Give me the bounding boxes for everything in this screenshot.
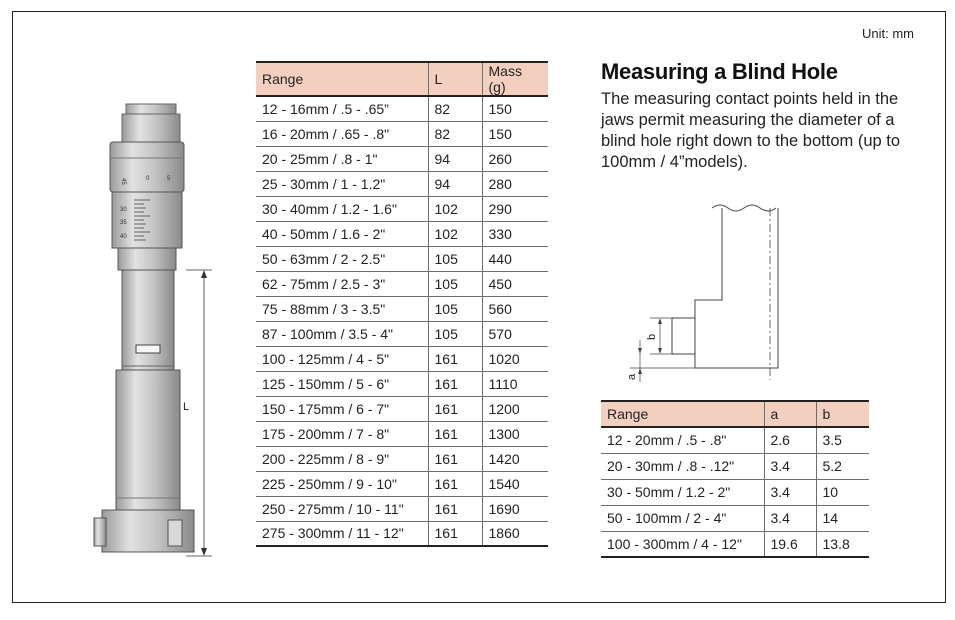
cell-mass: 280 xyxy=(482,171,548,196)
cell-range: 100 - 300mm / 4 - 12" xyxy=(607,535,742,552)
ratchet-body xyxy=(122,114,180,142)
wall-outline xyxy=(695,208,778,368)
cell-mass: 1690 xyxy=(482,496,548,521)
cell-b: 3.5 xyxy=(816,427,869,453)
dimension-label-b: b xyxy=(646,333,658,340)
cell-range: 250 - 275mm / 10 - 11" xyxy=(262,500,404,517)
table-row xyxy=(601,479,869,505)
cell-mass: 290 xyxy=(482,196,548,221)
cell-mass: 1020 xyxy=(482,346,548,371)
cell-range: 12 - 16mm / .5 - .65” xyxy=(262,100,389,117)
cell-range: 20 - 25mm / .8 - 1" xyxy=(262,150,378,167)
cell-l: 82 xyxy=(428,121,482,146)
table-header-row xyxy=(601,401,869,427)
table-row xyxy=(256,296,548,321)
blind-hole-diagram xyxy=(620,200,790,385)
cell-a: 3.4 xyxy=(764,453,816,479)
header-a: a xyxy=(764,401,816,427)
sleeve-scale-30: 30 xyxy=(120,207,127,213)
cell-l: 161 xyxy=(428,521,482,546)
cell-l: 161 xyxy=(428,446,482,471)
contact-point xyxy=(672,318,695,354)
section-description: The measuring contact points held in the jaws permit measuring the diameter of a blind hole right down to the bottom (up to 100mm / 4”models). xyxy=(601,90,901,171)
cell-a: 19.6 xyxy=(764,531,816,557)
cell-range: 87 - 100mm / 3.5 - 4" xyxy=(262,325,394,342)
table-row xyxy=(256,96,548,121)
dimension-label-L: L xyxy=(183,401,190,413)
cell-l: 161 xyxy=(428,346,482,371)
head-anvil-left xyxy=(94,518,106,546)
cell-range: 25 - 30mm / 1 - 1.2" xyxy=(262,175,386,192)
table-row xyxy=(256,421,548,446)
table-header-row xyxy=(256,62,548,96)
cell-l: 161 xyxy=(428,471,482,496)
cell-l: 102 xyxy=(428,196,482,221)
cell-range: 16 - 20mm / .65 - .8" xyxy=(262,125,390,142)
cell-mass: 1420 xyxy=(482,446,548,471)
cell-mass: 330 xyxy=(482,221,548,246)
cell-l: 105 xyxy=(428,296,482,321)
cell-b: 5.2 xyxy=(816,453,869,479)
cell-mass: 570 xyxy=(482,321,548,346)
cell-b: 13.8 xyxy=(816,531,869,557)
table-row xyxy=(601,531,869,557)
cell-l: 105 xyxy=(428,246,482,271)
cell-l: 161 xyxy=(428,396,482,421)
cell-mass: 1540 xyxy=(482,471,548,496)
lower-body xyxy=(116,370,180,510)
table-row xyxy=(256,396,548,421)
cell-mass: 150 xyxy=(482,121,548,146)
cell-range: 50 - 100mm / 2 - 4" xyxy=(607,510,727,526)
cell-l: 161 xyxy=(428,496,482,521)
cell-range: 75 - 88mm / 3 - 3.5" xyxy=(262,300,386,317)
cell-range: 40 - 50mm / 1.6 - 2" xyxy=(262,225,386,242)
window-slot xyxy=(136,345,160,353)
section-title: Measuring a Blind Hole xyxy=(601,59,838,84)
head-window xyxy=(168,520,182,546)
cell-mass: 1860 xyxy=(482,521,548,546)
cell-l: 94 xyxy=(428,146,482,171)
table-row xyxy=(601,505,869,531)
cell-mass: 1200 xyxy=(482,396,548,421)
cell-range: 30 - 40mm / 1.2 - 1.6" xyxy=(262,200,397,217)
cell-mass: 1110 xyxy=(482,371,548,396)
header-l: L xyxy=(428,62,482,96)
cell-range: 62 - 75mm / 2.5 - 3" xyxy=(262,275,386,292)
cell-range: 125 - 150mm / 5 - 6" xyxy=(262,375,390,392)
cell-l: 82 xyxy=(428,96,482,121)
specification-table xyxy=(256,61,548,547)
cell-mass: 440 xyxy=(482,246,548,271)
cell-a: 3.4 xyxy=(764,479,816,505)
cell-mass: 450 xyxy=(482,271,548,296)
cell-range: 12 - 20mm / .5 - .8" xyxy=(607,432,727,449)
cell-b: 14 xyxy=(816,505,869,531)
cell-mass: 560 xyxy=(482,296,548,321)
table-row xyxy=(256,121,548,146)
table-row xyxy=(601,427,869,453)
header-mass: Mass (g) xyxy=(482,62,548,96)
header-b: b xyxy=(816,401,869,427)
table-row xyxy=(256,321,548,346)
thimble-scale-5: 5 xyxy=(167,176,171,182)
table-row xyxy=(256,471,548,496)
cell-range: 275 - 300mm / 11 - 12" xyxy=(262,525,404,542)
table-row xyxy=(256,146,548,171)
blind-hole-table xyxy=(601,400,869,558)
cell-l: 105 xyxy=(428,321,482,346)
neck xyxy=(118,248,176,270)
cell-a: 2.6 xyxy=(764,427,816,453)
cell-mass: 1300 xyxy=(482,421,548,446)
cell-l: 102 xyxy=(428,221,482,246)
header-range: Range xyxy=(256,62,428,96)
unit-label: Unit: mm xyxy=(862,26,914,41)
table-row xyxy=(256,521,548,546)
cell-mass: 260 xyxy=(482,146,548,171)
table-row xyxy=(256,271,548,296)
table-row xyxy=(256,196,548,221)
table-row xyxy=(601,453,869,479)
cell-range: 50 - 63mm / 2 - 2.5" xyxy=(262,250,386,267)
upper-shaft xyxy=(122,270,174,370)
bore-micrometer-illustration xyxy=(88,100,228,570)
table-row xyxy=(256,246,548,271)
cell-range: 20 - 30mm / .8 - .12" xyxy=(607,458,735,474)
cell-range: 175 - 200mm / 7 - 8" xyxy=(262,425,390,442)
cell-mass: 150 xyxy=(482,96,548,121)
dimension-label-a: a xyxy=(626,373,638,380)
cell-range: 225 - 250mm / 9 - 10" xyxy=(262,475,397,492)
cell-b: 10 xyxy=(816,479,869,505)
table-row xyxy=(256,221,548,246)
cell-range: 30 - 50mm / 1.2 - 2" xyxy=(607,484,731,500)
sleeve-scale-40: 40 xyxy=(120,234,127,240)
table-row xyxy=(256,496,548,521)
cell-l: 161 xyxy=(428,421,482,446)
cell-l: 105 xyxy=(428,271,482,296)
table-row xyxy=(256,371,548,396)
cell-range: 150 - 175mm / 6 - 7" xyxy=(262,400,390,417)
thimble-scale-0: 0 xyxy=(146,176,150,182)
table-row xyxy=(256,446,548,471)
cell-l: 161 xyxy=(428,371,482,396)
ratchet-cap xyxy=(126,104,176,114)
table-row xyxy=(256,346,548,371)
cell-range: 100 - 125mm / 4 - 5" xyxy=(262,350,390,367)
cell-l: 94 xyxy=(428,171,482,196)
thimble-scale-45: 45 xyxy=(120,178,126,185)
sleeve-scale-35: 35 xyxy=(120,220,127,226)
header-range: Range xyxy=(601,401,764,427)
cell-a: 3.4 xyxy=(764,505,816,531)
table-row xyxy=(256,171,548,196)
cell-range: 200 - 225mm / 8 - 9" xyxy=(262,450,390,467)
